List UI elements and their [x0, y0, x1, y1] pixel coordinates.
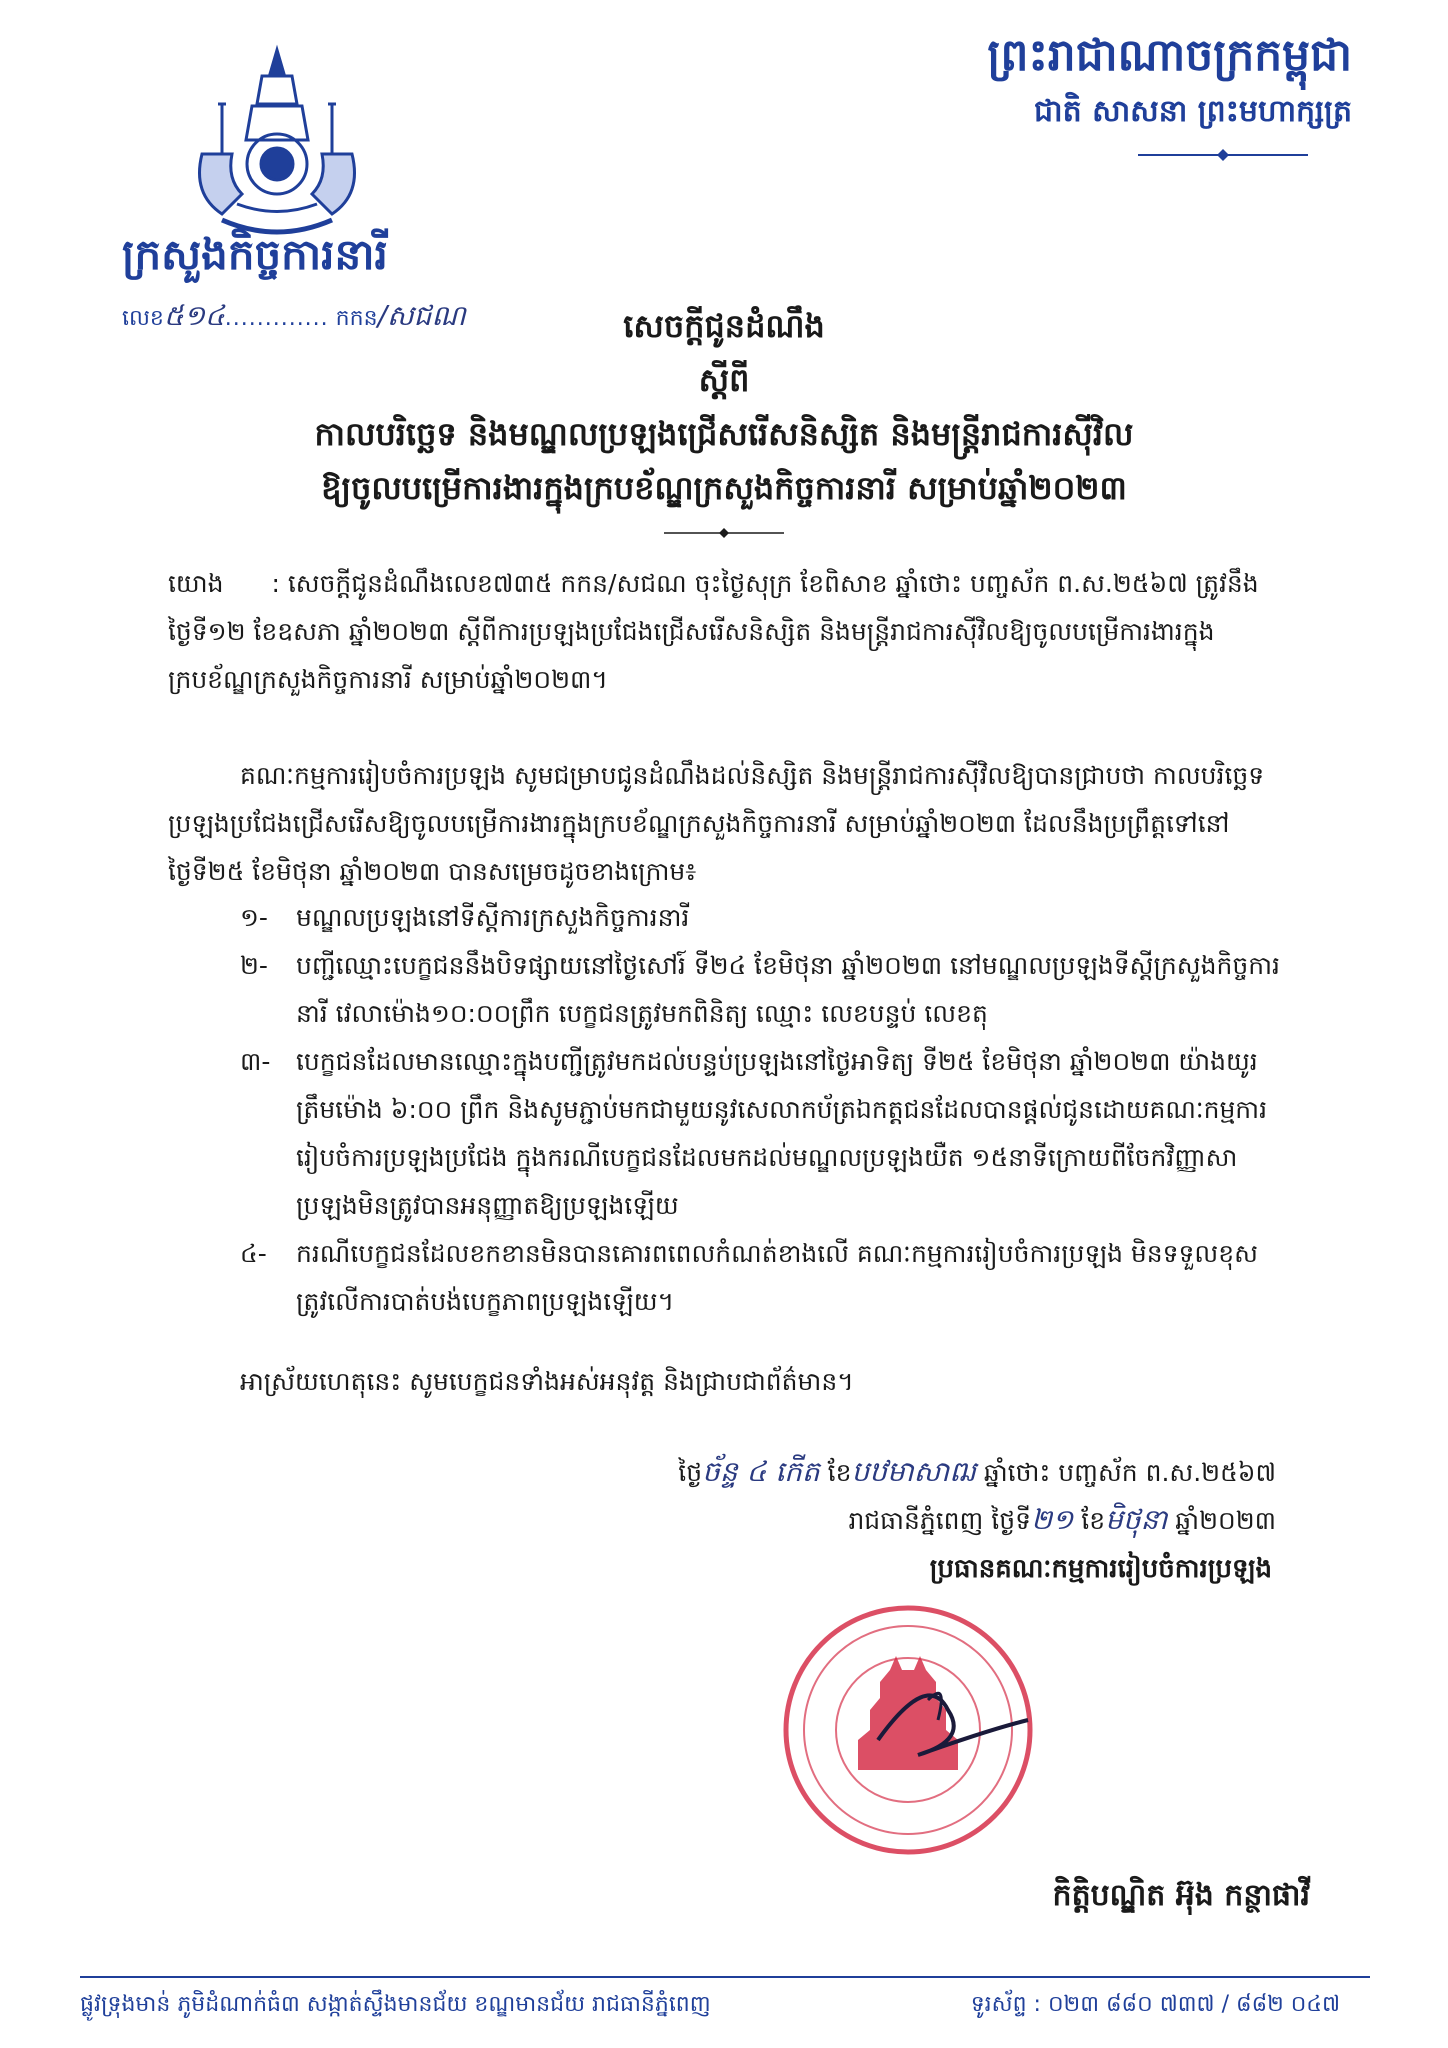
closing-sentence: អាស្រ័យហេតុនេះ សូមបេក្ខជនទាំងអស់អនុវត្ត និងជ្រាបជាព័ត៌មាន។ — [240, 1367, 854, 1396]
item-number: ៣- — [240, 1047, 271, 1076]
divider-ornament-icon — [1138, 148, 1308, 162]
subject-label: ស្តីពី — [698, 361, 750, 399]
ministry-name: ក្រសួងកិច្ចការនារី — [122, 230, 388, 279]
main-paragraph: គណៈកម្មការរៀបចំការប្រឡង សូមជម្រាបជូនដំណឹងដល់និស្សិត និងមន្ត្រីរាជការស៊ីវិលឱ្យបានជ្រាបថា កាលបរិច្ឆេទប្រឡងប្រជែងជ្រើសរើសឱ្យចូលបម្រើការងារក្នុងក្របខ័ណ្ឌក្រសួងកិច្ចការនារី សម្រាប់ឆ្នាំ២០២៣ ដែលនឹងប្រព្រឹត្តទៅនៅថ្ងៃទី២៥ ខែមិថុនា ឆ្នាំ២០២៣ បានសម្រេចដូចខាងក្រោម៖ — [168, 761, 1265, 886]
signatory-name: កិត្តិបណ្ឌិត អ៊ុង កន្ថាផាវី — [1052, 1878, 1310, 1913]
reference-paragraph — [168, 560, 1280, 704]
ref-number-handwritten: ៥១៤ — [163, 299, 225, 332]
national-motto: ជាតិ សាសនា ព្រះមហាក្សត្រ — [1034, 94, 1352, 129]
ref-label: លេខ — [122, 306, 164, 331]
official-seal-icon — [778, 1590, 1068, 1870]
reference-label: យោង — [168, 569, 224, 598]
title-line-2: ឱ្យចូលបម្រើការងារក្នុងក្របខ័ណ្ឌក្រសួងកិច្ចការនារី សម្រាប់ឆ្នាំ២០២៣ — [321, 469, 1127, 507]
lunar-year: ឆ្នាំថោះ បញ្ចស័ក ព.ស.២៥៦៧ — [983, 1458, 1276, 1487]
item-text: បេក្ខជនដែលមានឈ្មោះក្នុងបញ្ជីត្រូវមកដល់បន្ទប់ប្រឡងនៅថ្ងៃអាទិត្យ ទី២៥ ខែមិថុនា ឆ្នាំ២០២៣ យ៉ាងយូរត្រឹមម៉ោង ៦:០០ ព្រឹក និងសូមភ្ជាប់មកជាមួយនូវសេលាកប័ត្រឯកត្តជនដែលបានផ្តល់ជូនដោយគណៈកម្មការរៀបចំការប្រឡងប្រជែង ក្នុងករណីបេក្ខជនដែលមកដល់មណ្ឌលប្រឡងយឺត ១៥នាទីក្រោយពីចែកវិញ្ញាសាប្រឡងមិនត្រូវបានអនុញ្ញាតឱ្យប្រឡងឡើយ — [296, 1047, 1268, 1220]
item-text: មណ្ឌលប្រឡងនៅទីស្តីការក្រសួងកិច្ចការនារី — [296, 903, 690, 932]
item-text: បញ្ជីឈ្មោះបេក្ខជននឹងបិទផ្សាយនៅថ្ងៃសៅរ៍ ទី២៤ ខែមិថុនា ឆ្នាំ២០២៣ នៅមណ្ឌលប្រឡងទីស្តីក្រសួងកិច្ចការនារី វេលាម៉ោង១០:០០ព្រឹក បេក្ខជនត្រូវមកពិនិត្យ ឈ្មោះ លេខបន្ទប់ លេខតុ — [296, 951, 1280, 1028]
title-ornament-icon — [664, 526, 784, 540]
ref-dots: ............. — [224, 306, 329, 331]
solar-day-handwritten: ២១ — [1030, 1503, 1074, 1536]
lunar-month-handwritten: បឋមាសាឍ — [851, 1455, 976, 1488]
signatory-title: ប្រធានគណៈកម្មការរៀបចំការប្រឡង — [929, 1554, 1272, 1584]
solar-year: ឆ្នាំ២០២៣ — [1175, 1506, 1276, 1535]
solar-month-handwritten: មិថុនា — [1105, 1503, 1168, 1536]
title-line-1: កាលបរិច្ឆេទ និងមណ្ឌលប្រឡងជ្រើសរើសនិស្សិត និងមន្ត្រីរាជការស៊ីវិល — [314, 415, 1134, 453]
reference-text: : សេចក្តីជូនដំណឹងលេខ៧៣៥ កកន/សជណ ចុះថ្ងៃសុក្រ ខែពិសាខ ឆ្នាំថោះ បញ្ចស័ក ព.ស.២៥៦៧ ត្រូវនឹងថ្ងៃទី១២ ខែឧសភា ឆ្នាំ២០២៣ ស្តីពីការប្រឡងប្រជែងជ្រើសរើសនិស្សិត និងមន្ត្រីរាជការស៊ីវិលឱ្យចូលបម្រើការងារក្នុងក្របខ័ណ្ឌក្រសួងកិច្ចការនារី សម្រាប់ឆ្នាំ២០២៣។ — [168, 569, 1259, 694]
royal-emblem-icon — [182, 44, 372, 244]
lunar-date-handwritten: ច័ន្ទ ៤ កើត — [702, 1455, 820, 1488]
item-number: ១- — [240, 903, 268, 932]
lunar-date — [678, 1454, 1276, 1495]
lunar-date-prefix: ថ្ងៃ — [678, 1458, 703, 1487]
item-text: ករណីបេក្ខជនដែលខកខានមិនបានគោរពពេលកំណត់ខាងលើ គណៈកម្មការរៀបចំការប្រឡង មិនទទួលខុសត្រូវលើការបាត់បង់បេក្ខភាពប្រឡងឡើយ។ — [296, 1239, 1258, 1316]
solar-date — [848, 1502, 1276, 1543]
footer-phone: ទូរស័ព្ទ : ០២៣ ៨៨០ ៧៣៧ / ៨៨២ ០៤៧ — [970, 1992, 1340, 2017]
item-number: ២- — [240, 951, 268, 980]
lunar-month-label: ខែ — [827, 1458, 852, 1487]
solar-month-label: ខែ — [1081, 1506, 1106, 1535]
solar-date-prefix: រាជធានីភ្នំពេញ ថ្ងៃទី — [848, 1506, 1031, 1535]
item-number: ៤- — [240, 1239, 267, 1268]
footer-address: ផ្លូវទ្រុងមាន់ ភូមិដំណាក់ធំ៣ សង្កាត់ស្ទឹងមានជ័យ ខណ្ឌមានជ័យ រាជធានីភ្នំពេញ — [80, 1992, 711, 2017]
item-list — [240, 894, 1280, 1354]
ref-code: កកន — [335, 306, 378, 331]
document-type: សេចក្តីជូនដំណឹង — [623, 307, 825, 345]
kingdom-title: ព្រះរាជាណាចក្រកម្ពុជា — [987, 30, 1352, 81]
footer-divider — [80, 1976, 1370, 1978]
ref-suffix-handwritten: /សជណ — [377, 299, 466, 332]
